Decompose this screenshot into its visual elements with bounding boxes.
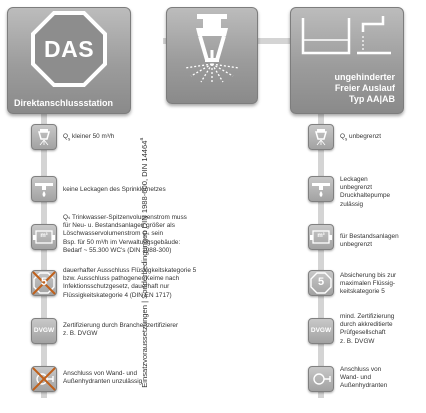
left-row1-rest: kleiner 50 m³/h [70,133,115,140]
right-row3-text: für Bestandsanlagen unbegrenzt [340,233,399,249]
meter-label: m³ [317,233,325,239]
free-outlet-tile [290,7,404,114]
right-row4-line: Absicherung bis zur [340,272,397,279]
water-meter-icon [308,224,334,250]
sprinkler-small-icon [308,124,334,150]
right-column-connector [318,108,324,398]
meter-label: m³ [40,233,48,239]
right-row5-text [340,313,394,346]
right-row5-line: durch akkreditierte [340,321,393,329]
category-5-crossed-icon [31,270,57,296]
left-row3-line: für Neu- u. Bestandsanlagen größer als [63,222,175,230]
right-row1-q: Q [340,133,345,140]
left-row5-line: Zertifizierung durch Branchenzertifizierer [63,322,179,329]
category-5-number-crossed: 5 [40,276,48,288]
sprinkler-tile [166,7,258,104]
hydrant-crossed-icon [31,366,57,392]
left-row6-line: Außenhydranten unzulässig [63,378,143,386]
right-row5-line: z. B. DVGW [340,337,375,345]
left-row1-q: Q [63,133,68,140]
right-row4-line: maximalen Flüssig- [340,280,396,288]
right-row4-text [340,272,396,297]
left-row4-line: dauerhafter Ausschluss Flüssigkeitskategorie 5 [63,267,197,274]
das-caption: Direktanschlussstation [14,98,114,108]
das-label: DAS [43,36,95,62]
dvgw-icon [308,318,334,344]
pipe-drip-icon [31,176,57,202]
right-row5-line: mind. Zertifizierung [340,313,395,320]
left-row3-text [63,214,187,255]
right-row2-line: unbegrenzt [340,184,372,192]
pipe-drip-icon [308,176,334,202]
left-row6-text [63,370,142,386]
left-row3-line: Bsp. für 50 m³/h im Verwaltungsgebäude: [63,238,181,246]
left-row6-line: Anschluss von Wand- und [63,370,138,377]
left-row4-text [63,267,196,300]
left-row5-line: z. B. DVGW [63,330,98,338]
sprinkler-head-icon [167,8,257,103]
dvgw-label: DVGW [33,327,55,334]
left-row1-text [63,133,114,143]
right-row6-text [340,366,387,391]
side-label [139,113,149,413]
das-tile [7,7,131,114]
right-row6-line: Anschluss von [340,366,382,373]
dvgw-icon [31,318,57,344]
left-row1-sub: s [67,136,71,142]
right-row4-line: keitskategorie 5 [340,288,385,296]
hydrant-icon [308,366,334,392]
water-meter-icon [31,224,57,250]
right-row1-rest: unbegrenzt [347,133,381,140]
left-column-connector [41,108,47,398]
side-label-text: Einsatzvoraussetzungen | Sonderbedingungen DIN 1988-600, DIN 14464 [139,140,149,388]
sprinkler-small-icon [31,124,57,150]
right-row1-text [340,133,381,143]
right-row6-line: Außenhydranten [340,382,388,390]
left-row4-line: Flüssigkeitskategorie 4 (DIN EN 1717) [63,291,172,299]
left-row5-text [63,322,178,338]
right-row2-text [340,176,390,209]
category-5-icon [308,270,334,296]
right-row5-line: Prüfgesellschaft [340,329,386,337]
left-row3-line: Löschwasservolumenstrom Qₛ sein [63,230,164,238]
left-row4-line: bzw. Ausschluss pathogener Keime nach [63,275,180,283]
left-row4-line: Infektionsschutzgesetz, dauerhaft nur [63,283,170,291]
category-5-number: 5 [317,276,325,288]
dvgw-label: DVGW [310,327,332,334]
free-outlet-caption-line-1: ungehinderter [334,72,395,82]
right-row2-line: Druckhaltepumpe [340,192,391,200]
right-row1-sub: s [344,136,348,142]
left-row3-line: Bedarf ~ 55.300 WC's (DIN 1988-300) [63,246,172,254]
free-outlet-caption-line-3: Typ AA|AB [348,94,395,104]
right-row2-line: zulässig [340,200,364,208]
left-row2-text: keine Leckagen des Sprinklernetzes [63,186,166,193]
right-row6-line: Wand- und [340,374,372,382]
right-row2-line: Leckagen [340,176,368,183]
free-outlet-caption-line-2: Freier Auslauf [334,83,395,93]
side-label-sup: a [139,137,146,141]
left-row3-line: Qₛ Trinkwasser-Spitzenvolumenstrom muss [63,214,187,221]
